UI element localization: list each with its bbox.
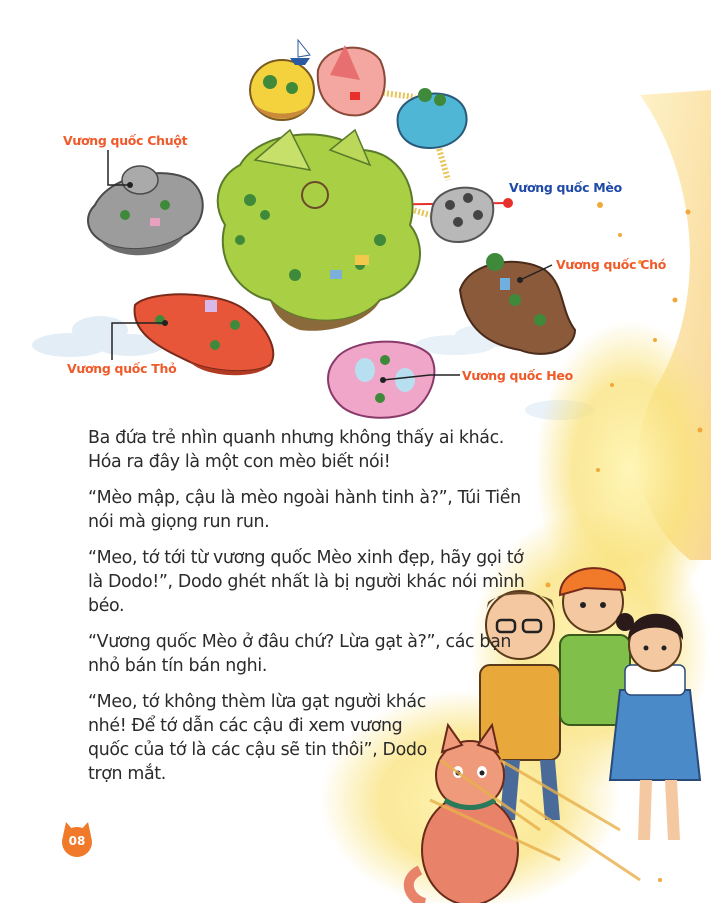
route-dot-end bbox=[503, 198, 513, 208]
label-vuong-quoc-cho: Vương quốc Chó bbox=[556, 257, 667, 272]
label-vuong-quoc-heo: Vương quốc Heo bbox=[462, 368, 573, 383]
label-vuong-quoc-chuot: Vương quốc Chuột bbox=[63, 133, 188, 148]
label-vuong-quoc-meo: Vương quốc Mèo bbox=[509, 180, 622, 195]
story-paragraph: “Mèo mập, cậu là mèo ngoài hành tinh à?”, Túi Tiền nói mà giọng run run. bbox=[88, 488, 521, 532]
story-text bbox=[88, 426, 533, 798]
story-paragraph: “Meo, tớ không thèm lừa gạt người khác nhé! Để tớ dẫn các cậu đi xem vương quốc của tớ là các cậu sẽ tin thôi”, Dodo trợn mắt. bbox=[88, 692, 427, 784]
ship-icon bbox=[290, 40, 310, 65]
story-paragraph: “Meo, tớ tới từ vương quốc Mèo xinh đẹp, hãy gọi tớ là Dodo!”, Dodo ghét nhất là bị người khác nói mình béo. bbox=[88, 548, 525, 616]
story-paragraph: “Vương quốc Mèo ở đâu chứ? Lừa gạt à?”, các bạn nhỏ bán tín bán nghi. bbox=[88, 632, 512, 676]
page-number: 08 bbox=[68, 834, 86, 848]
pink-mountain-island bbox=[318, 45, 385, 115]
cat-island bbox=[431, 188, 493, 242]
green-island bbox=[218, 130, 420, 331]
yellow-island bbox=[250, 60, 314, 120]
label-vuong-quoc-tho: Vương quốc Thỏ bbox=[67, 361, 177, 376]
story-paragraph: Ba đứa trẻ nhìn quanh nhưng không thấy ai khác. Hóa ra đây là một con mèo biết nói! bbox=[88, 428, 504, 472]
mouse-island bbox=[88, 166, 203, 255]
